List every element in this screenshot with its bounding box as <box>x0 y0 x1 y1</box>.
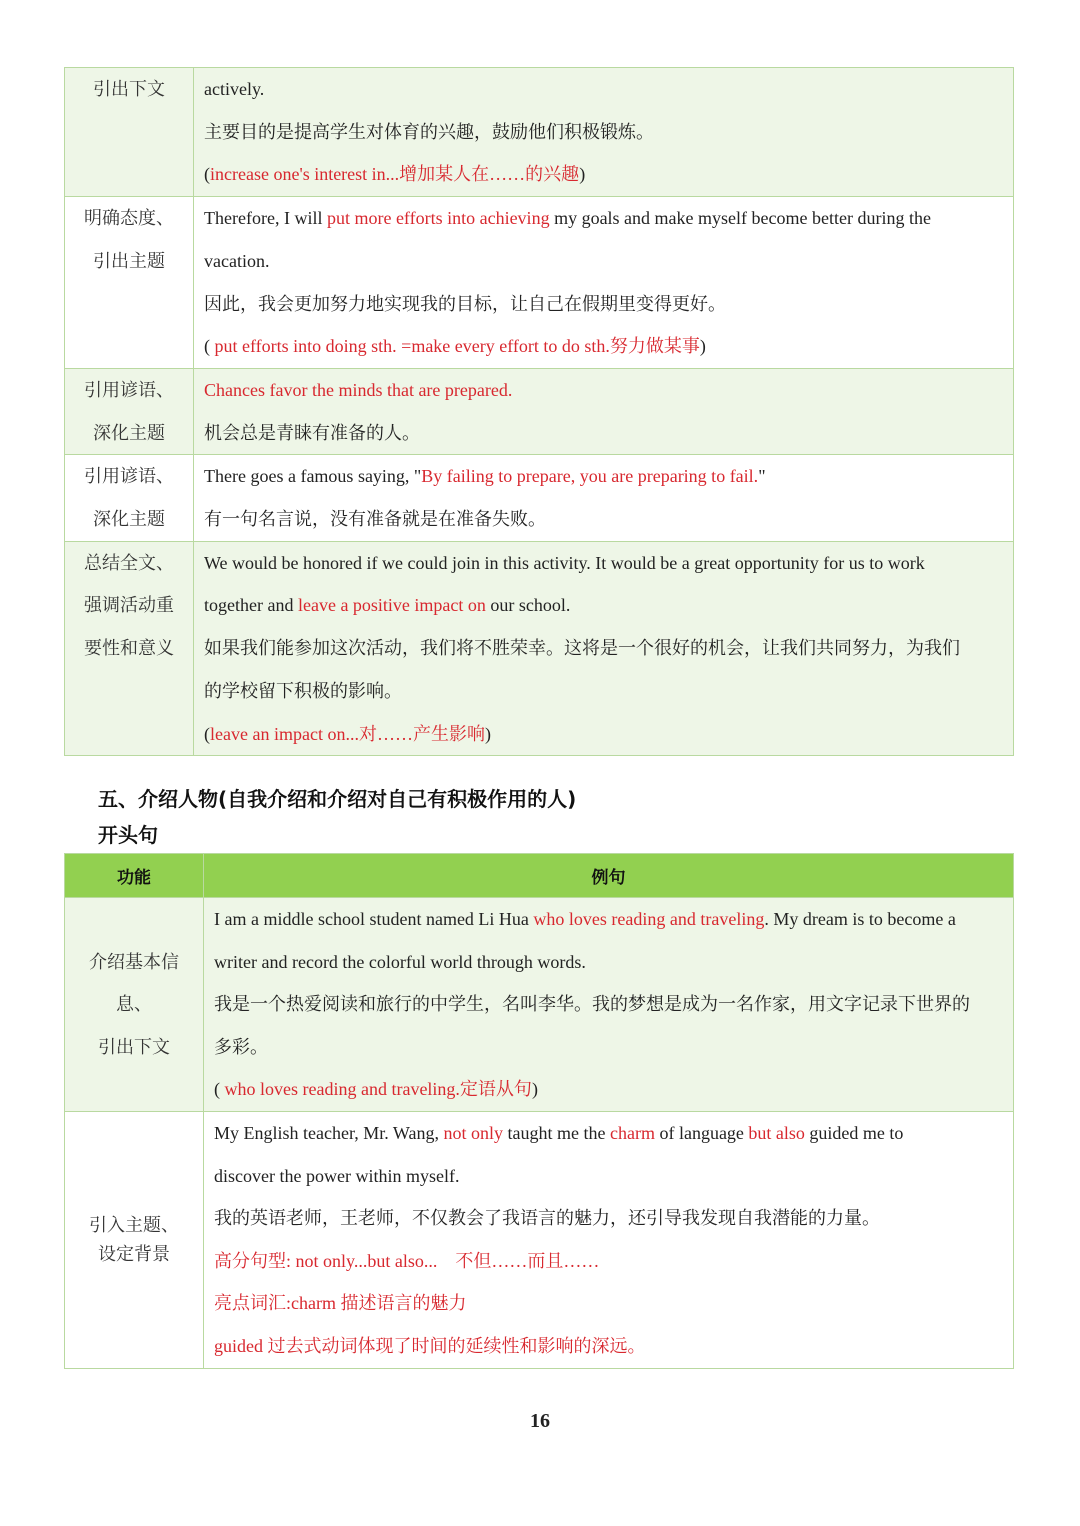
function-label: 明确态度、 <box>84 208 174 229</box>
example-cell <box>194 68 1014 197</box>
example-line <box>214 1240 1007 1283</box>
highlighted-phrase: who loves reading and traveling <box>533 909 765 929</box>
highlighted-phrase: put efforts into doing sth. =make every effort to do sth.努力做某事 <box>214 336 700 357</box>
sentence-text: ) <box>579 164 586 185</box>
example-cell <box>194 541 1014 756</box>
sentence-text: 我是一个热爱阅读和旅行的中学生，名叫李华。我的梦想是成为一名作家，用文字记录下世界的 <box>214 994 970 1015</box>
highlighted-phrase: By failing to prepare, you are preparing to fail. <box>421 466 759 487</box>
sentence-text: vacation. <box>204 250 270 271</box>
example-cell <box>204 1111 1014 1368</box>
function-cell <box>65 197 194 369</box>
example-line <box>214 1068 1007 1111</box>
example-line <box>204 670 1007 713</box>
sentence-text: ( <box>204 336 215 357</box>
function-label: 总结全文、 <box>84 552 174 573</box>
function-cell <box>65 541 194 756</box>
column-header-function: 功能 <box>65 854 204 898</box>
table-row <box>65 541 1014 756</box>
function-label: 引入主题、 <box>89 1214 179 1235</box>
example-line <box>204 111 1007 154</box>
sentence-text: ) <box>531 1079 538 1100</box>
highlighted-phrase: put more efforts into achieving <box>326 208 550 229</box>
sentence-text: I am a middle school student named Li Hua <box>214 909 534 929</box>
section-subheading: 开头句 <box>98 823 158 847</box>
example-line <box>214 1282 1007 1325</box>
example-line <box>204 283 1007 326</box>
function-cell <box>65 455 194 541</box>
sentence-text: There goes a famous saying, " <box>204 466 422 487</box>
highlighted-phrase: increase one's interest in...增加某人在……的兴趣 <box>210 164 580 185</box>
example-line <box>204 584 1007 627</box>
function-label: 强调活动重 <box>84 595 174 616</box>
example-line <box>214 1325 1007 1368</box>
example-line <box>204 68 1007 111</box>
function-cell <box>65 368 194 454</box>
function-label: 引出下文 <box>98 1036 170 1057</box>
example-cell <box>194 368 1014 454</box>
example-line <box>204 542 1007 585</box>
function-label: 引用谚语、 <box>84 379 174 400</box>
table-row <box>65 455 1014 541</box>
example-line <box>204 369 1007 412</box>
example-line <box>204 627 1007 670</box>
table-row <box>65 898 1014 1112</box>
table-row <box>65 197 1014 369</box>
function-label: 引用谚语、 <box>84 466 174 487</box>
example-line <box>204 713 1007 756</box>
function-label: 深化主题 <box>93 509 165 530</box>
function-label: 深化主题 <box>93 422 165 443</box>
example-line <box>214 941 1007 984</box>
sentence-text: 的学校留下积极的影响。 <box>204 680 402 701</box>
highlighted-phrase: leave a positive impact on <box>297 595 486 616</box>
function-label: 介绍基本信 <box>89 951 179 972</box>
sentence-text: together and <box>204 595 298 616</box>
sentence-text: 有一句名言说，没有准备就是在准备失败。 <box>204 509 546 530</box>
example-line <box>204 325 1007 368</box>
sentence-text: . My dream is to become a <box>764 909 956 929</box>
example-line <box>214 1026 1007 1069</box>
example-line <box>214 983 1007 1026</box>
example-line <box>214 1112 1007 1155</box>
table-row <box>65 368 1014 454</box>
sentence-text: taught me the <box>502 1122 610 1143</box>
highlighted-phrase: but also <box>748 1122 805 1143</box>
highlighted-phrase: 亮点词汇:charm 描述语言的魅力 <box>214 1293 467 1314</box>
example-cell <box>194 197 1014 369</box>
sentence-text: 主要目的是提高学生对体育的兴趣，鼓励他们积极锻炼。 <box>204 121 654 142</box>
example-line <box>214 1155 1007 1198</box>
sentence-text: 我的英语老师，王老师，不仅教会了我语言的魅力，还引导我发现自我潜能的力量。 <box>214 1208 880 1229</box>
function-label: 引出下文 <box>93 79 165 99</box>
phrases-table <box>64 67 1014 756</box>
sentence-text: 机会总是青睐有准备的人。 <box>204 422 420 443</box>
highlighted-phrase: not only <box>443 1122 503 1143</box>
highlighted-phrase: guided 过去式动词体现了时间的延续性和影响的深远。 <box>214 1335 646 1356</box>
intro-person-table <box>64 853 1014 1369</box>
table-row <box>65 68 1014 197</box>
example-cell <box>194 455 1014 541</box>
sentence-text: of language <box>654 1122 749 1143</box>
example-line <box>204 498 1007 541</box>
sentence-text: " <box>758 466 766 487</box>
sentence-text: guided me to <box>804 1122 904 1143</box>
sentence-text: 如果我们能参加这次活动，我们将不胜荣幸。这将是一个很好的机会，让我们共同努力，为我们 <box>204 638 960 659</box>
sentence-text: writer and record the colorful world through words. <box>214 951 586 972</box>
sentence-text: ) <box>699 336 706 357</box>
highlighted-phrase: 高分句型: not only...but also... 不但……而且…… <box>214 1250 600 1271</box>
sentence-text: 因此，我会更加努力地实现我的目标，让自己在假期里变得更好。 <box>204 293 726 314</box>
example-line <box>214 1197 1007 1240</box>
page-number: 16 <box>530 1410 550 1432</box>
function-cell <box>65 898 204 1112</box>
example-line <box>214 898 1007 941</box>
sentence-text: discover the power within myself. <box>214 1165 460 1186</box>
example-line <box>204 153 1007 196</box>
sentence-text: my goals and make myself become better during the <box>549 208 931 229</box>
sentence-text: ( <box>214 1079 225 1100</box>
example-cell <box>204 898 1014 1112</box>
section-heading: 五、介绍人物(自我介绍和介绍对自己有积极作用的人) <box>98 787 577 811</box>
highlighted-phrase: who loves reading and traveling.定语从句 <box>224 1079 532 1100</box>
function-cell <box>65 68 194 197</box>
example-line <box>204 455 1007 498</box>
sentence-text: We would be honored if we could join in this activity. It would be a great opportunity for us to work <box>204 552 925 573</box>
column-header-example: 例句 <box>204 854 1014 898</box>
sentence-text: our school. <box>485 595 571 616</box>
highlighted-phrase: charm <box>609 1122 655 1143</box>
sentence-text: My English teacher, Mr. Wang, <box>214 1122 444 1143</box>
highlighted-phrase: leave an impact on...对……产生影响 <box>210 723 485 744</box>
sentence-text: ) <box>484 723 491 744</box>
example-line <box>204 197 1007 240</box>
example-line <box>204 412 1007 455</box>
sentence-text: ( <box>204 723 210 744</box>
sentence-text: actively. <box>204 79 265 99</box>
function-label: 息、 <box>116 994 152 1015</box>
function-label: 要性和意义 <box>84 638 174 659</box>
sentence-text: 多彩。 <box>214 1036 268 1057</box>
table-row <box>65 1111 1014 1368</box>
sentence-text: Therefore, I will <box>204 208 327 229</box>
function-label: 设定背景 <box>98 1243 170 1264</box>
function-cell <box>65 1111 204 1368</box>
function-label: 引出主题 <box>93 250 165 271</box>
sentence-text: ( <box>204 164 210 185</box>
example-line <box>204 240 1007 283</box>
highlighted-phrase: Chances favor the minds that are prepared. <box>204 379 513 400</box>
